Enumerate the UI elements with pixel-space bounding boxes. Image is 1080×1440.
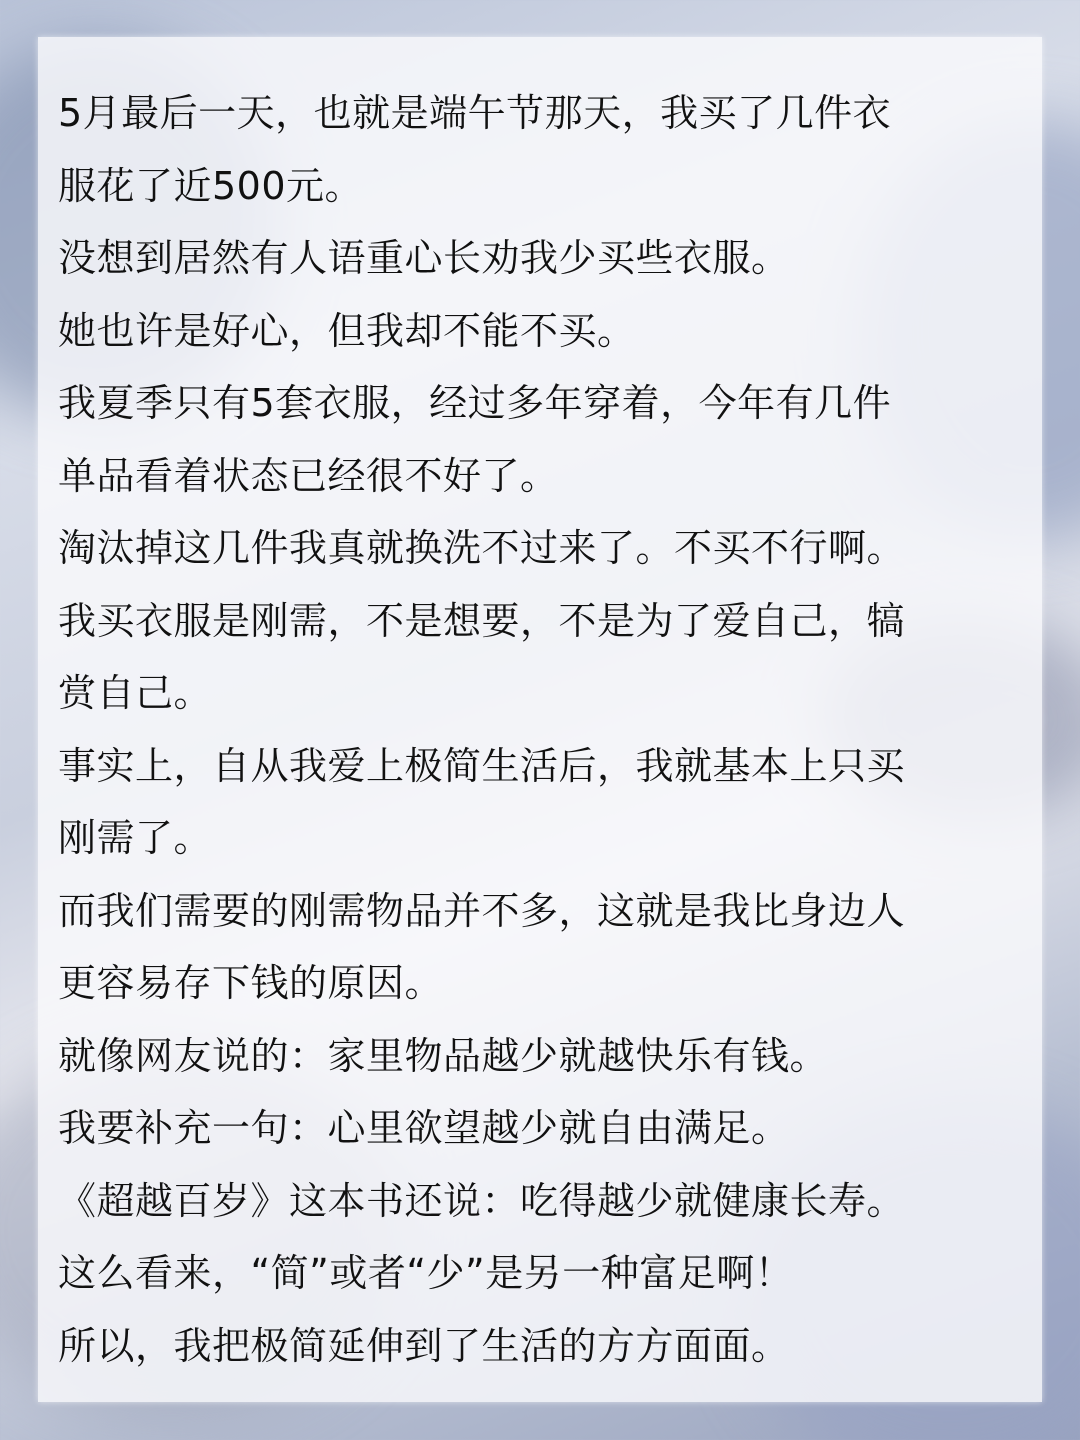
article-line: 我买衣服是刚需，不是想要，不是为了爱自己，犒 [58,598,906,643]
article-line: 《超越百岁》这本书还说：吃得越少就健康长寿。 [58,1178,906,1223]
article-line: 我要补充一句：心里欲望越少就自由满足。 [58,1106,790,1150]
article-line: 服花了近500元。 [58,163,364,208]
article-line: 而我们需要的刚需物品并不多，这就是我比身边人 [58,888,906,933]
article-line: 单品看着状态已经很不好了。 [58,453,559,498]
article-line: 事实上，自从我爱上极简生活后，我就基本上只买 [58,743,906,788]
text-card [38,37,1042,1402]
article-line: 5月最后一天，也就是端午节那天，我买了几件衣 [58,91,892,135]
article-body [58,77,1018,1382]
article-line: 刚需了。 [58,816,213,860]
article-line: 这么看来，“简”或者“少”是另一种富足啊！ [58,1251,794,1295]
article-line: 我夏季只有5套衣服，经过多年穿着，今年有几件 [58,381,892,425]
article-line: 她也许是好心，但我却不能不买。 [58,308,636,353]
article-line: 更容易存下钱的原因。 [58,961,444,1005]
article-line: 没想到居然有人语重心长劝我少买些衣服。 [58,236,790,280]
article-line: 所以，我把极简延伸到了生活的方方面面。 [58,1323,790,1368]
article-line: 赏自己。 [58,671,213,715]
article-line: 淘汰掉这几件我真就换洗不过来了。不买不行啊。 [58,526,906,570]
article-line: 就像网友说的：家里物品越少就越快乐有钱。 [58,1033,829,1078]
